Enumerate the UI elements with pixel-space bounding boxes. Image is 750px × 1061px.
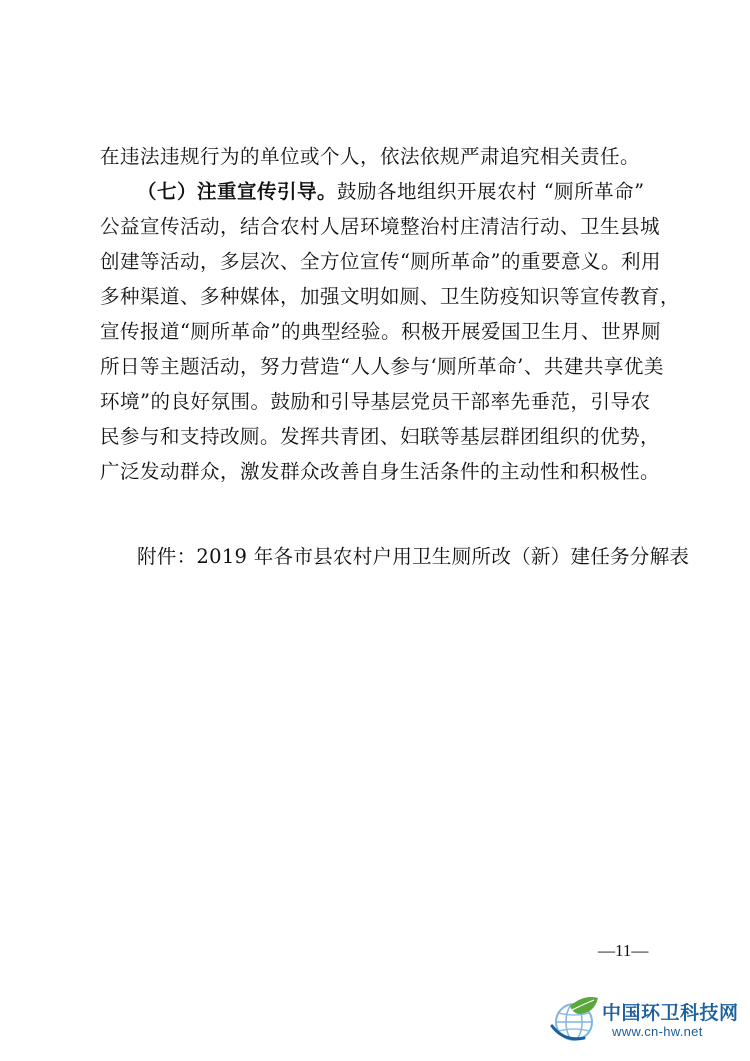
paragraph-line-9: 民参与和支持改厕。发挥共青团、妇联等基层群团组织的优势， xyxy=(100,425,661,448)
paragraph-line-1: 在违法违规行为的单位或个人，依法依规严肃追究相关责任。 xyxy=(100,145,641,168)
site-watermark xyxy=(550,992,740,1052)
paragraph-line-8: 环境”的良好氛围。鼓励和引导基层党员干部率先垂范，引导农 xyxy=(100,390,651,413)
paragraph-line-4: 创建等活动，多层次、全方位宣传“厕所革命”的重要意义。利用 xyxy=(100,250,661,273)
attachment-note: 附件：2019 年各市县农村户用卫生厕所改（新）建任务分解表 xyxy=(137,545,690,568)
paragraph-line-10: 广泛发动群众，激发群众改善自身生活条件的主动性和积极性。 xyxy=(100,460,661,483)
paragraph-line-2: 鼓励各地组织开展农村 “厕所革命” xyxy=(337,180,645,203)
paragraph-line-5: 多种渠道、多种媒体，加强文明如厕、卫生防疫知识等宣传教育， xyxy=(100,285,681,308)
globe-leaf-icon xyxy=(550,992,602,1044)
section-heading: （七）注重宣传引导。 xyxy=(137,180,338,203)
section-heading-line xyxy=(137,180,660,204)
paragraph-line-7: 所日等主题活动，努力营造“人人参与‘厕所革命’、共建共享优美 xyxy=(100,355,664,378)
paragraph-line-6: 宣传报道“厕所革命”的典型经验。积极开展爱国卫生月、世界厕 xyxy=(100,320,661,343)
watermark-title: 中国环卫科技网 xyxy=(602,1002,739,1024)
paragraph-line-3: 公益宣传活动，结合农村人居环境整治村庄清洁行动、卫生县城 xyxy=(100,215,661,238)
watermark-url: www.cn-hw.net xyxy=(612,1024,703,1039)
page-number: —11— xyxy=(598,941,649,960)
